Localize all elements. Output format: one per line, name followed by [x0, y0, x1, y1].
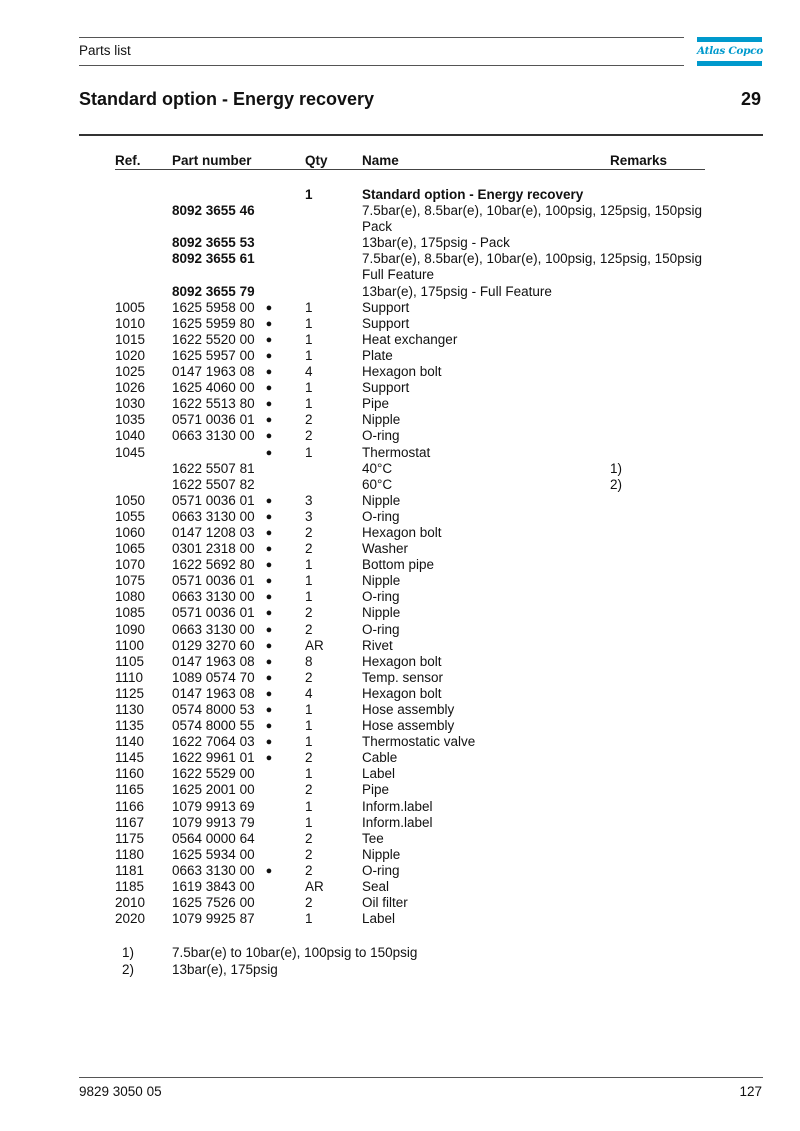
cell-name: Pack [362, 219, 393, 235]
cell-qty: 2 [305, 541, 313, 557]
table-row [0, 219, 800, 235]
cell-name: Support [362, 380, 410, 396]
cell-marker-bullet: ● [265, 655, 273, 668]
cell-ref: 1185 [115, 879, 145, 895]
cell-marker-bullet: ● [265, 526, 273, 539]
cell-part-number: 1622 5507 82 [172, 476, 255, 492]
cell-name: Rivet [362, 637, 393, 653]
table-row [0, 799, 800, 815]
cell-ref: 2010 [115, 895, 146, 911]
cell-name: Nipple [362, 573, 401, 589]
table-row [0, 686, 800, 702]
cell-ref: 1165 [115, 782, 145, 798]
cell-part-number: 1625 7526 00 [172, 895, 255, 911]
cell-name: Hose assembly [362, 702, 455, 717]
table-row [0, 541, 800, 557]
cell-qty: 1 [305, 798, 313, 814]
table-row [0, 557, 800, 573]
table-row [0, 267, 800, 283]
cell-qty: 1 [305, 187, 313, 202]
column-header-remarks: Remarks [610, 153, 668, 168]
cell-ref: 1181 [115, 862, 145, 878]
logo-text: Atlas Copco [697, 45, 763, 57]
cell-part-number: 1079 9913 79 [172, 814, 255, 830]
table-row [0, 300, 800, 316]
parts-table [0, 187, 800, 927]
cell-qty: 1 [305, 380, 313, 396]
cell-qty: 1 [305, 911, 313, 927]
cell-part-number: 0571 0036 01 [172, 412, 255, 428]
cell-name: 60°C [362, 476, 393, 492]
table-row [0, 782, 800, 798]
cell-ref: 1020 [115, 347, 146, 363]
cell-part-number: 0147 1963 08 [172, 364, 255, 380]
cell-remarks: 2) [610, 476, 623, 492]
cell-ref: 1167 [115, 814, 145, 830]
cell-name: O-ring [362, 589, 400, 605]
document-number: 9829 3050 05 [79, 1084, 162, 1099]
footnote-mark: 1) [122, 945, 135, 960]
cell-part-number: 1089 0574 70 [172, 669, 255, 685]
cell-qty: 1 [305, 347, 313, 363]
cell-qty: 1 [305, 557, 313, 573]
cell-ref: 1065 [115, 541, 146, 557]
cell-marker-bullet: ● [265, 559, 273, 572]
cell-ref: 1080 [115, 589, 146, 605]
section-label: Parts list [79, 43, 131, 58]
cell-name: Inform.label [362, 814, 433, 830]
cell-name: Support [362, 299, 410, 315]
cell-part-number: 0147 1208 03 [172, 524, 255, 540]
cell-name: Support [362, 315, 410, 331]
cell-qty: 4 [305, 364, 313, 380]
footnote-text: 7.5bar(e) to 10bar(e), 100psig to 150psig [172, 945, 418, 960]
table-row [0, 332, 800, 348]
table-row [0, 815, 800, 831]
cell-qty: 2 [305, 782, 313, 798]
cell-part-number: 0663 3130 00 [172, 589, 255, 605]
cell-qty: 2 [305, 669, 313, 685]
cell-qty: 1 [305, 702, 313, 717]
cell-qty: 1 [305, 315, 313, 331]
cell-name: Nipple [362, 605, 401, 621]
cell-name: 7.5bar(e), 8.5bar(e), 10bar(e), 100psig, 125psig, 150psig [362, 251, 702, 267]
table-row [0, 622, 800, 638]
cell-marker-bullet: ● [265, 430, 273, 443]
cell-name: Label [362, 766, 396, 782]
cell-name: Hexagon bolt [362, 364, 442, 380]
cell-ref: 1045 [115, 444, 146, 460]
cell-name: Plate [362, 347, 393, 363]
cell-qty: 1 [305, 444, 313, 460]
table-row [0, 750, 800, 766]
cell-ref: 1060 [115, 524, 146, 540]
cell-ref: 1010 [115, 315, 146, 331]
table-row [0, 831, 800, 847]
table-row [0, 380, 800, 396]
cell-qty: 2 [305, 830, 313, 846]
cell-part-number: 1625 5958 00 [172, 299, 255, 315]
cell-qty: 8 [305, 653, 313, 669]
cell-qty: 2 [305, 750, 313, 766]
table-row [0, 525, 800, 541]
cell-part-number: 1079 9913 69 [172, 798, 255, 814]
cell-marker-bullet: ● [265, 543, 273, 556]
column-header-part-number: Part number [172, 153, 252, 168]
cell-ref: 1130 [115, 702, 145, 717]
cell-name: Cable [362, 750, 398, 766]
table-row [0, 589, 800, 605]
cell-name: Pipe [362, 782, 390, 798]
cell-marker-bullet: ● [265, 301, 273, 314]
cell-name: 13bar(e), 175psig - Pack [362, 235, 510, 251]
cell-part-number: 1625 5957 00 [172, 347, 255, 363]
footer-rule [79, 1077, 763, 1078]
cell-marker-bullet: ● [265, 317, 273, 330]
cell-name: 7.5bar(e), 8.5bar(e), 10bar(e), 100psig, 125psig, 150psig [362, 203, 702, 219]
cell-marker-bullet: ● [265, 333, 273, 346]
cell-qty: 1 [305, 396, 313, 412]
cell-name: Hexagon bolt [362, 685, 442, 701]
cell-marker-bullet: ● [265, 575, 273, 588]
cell-name: O-ring [362, 508, 400, 524]
cell-ref: 1025 [115, 364, 146, 380]
cell-qty: 3 [305, 508, 313, 524]
cell-part-number: 0574 8000 53 [172, 702, 255, 717]
table-row [0, 445, 800, 461]
cell-name: Pipe [362, 396, 390, 412]
cell-marker-bullet: ● [265, 639, 273, 652]
header-rule-bottom [79, 65, 684, 66]
cell-part-number: 0129 3270 60 [172, 637, 255, 653]
cell-qty: 2 [305, 412, 313, 428]
cell-name: 40°C [362, 460, 393, 476]
cell-marker-bullet: ● [265, 446, 273, 459]
table-row [0, 187, 800, 203]
cell-name: Hexagon bolt [362, 524, 442, 540]
table-row [0, 638, 800, 654]
cell-ref: 1110 [115, 669, 144, 685]
footnote [0, 962, 800, 979]
cell-qty: 1 [305, 299, 313, 315]
cell-part-number: 0663 3130 00 [172, 428, 255, 444]
table-row [0, 235, 800, 251]
cell-qty: 2 [305, 621, 313, 637]
cell-qty: 4 [305, 685, 313, 701]
cell-part-number: 1622 7064 03 [172, 734, 255, 750]
cell-qty: 2 [305, 524, 313, 540]
cell-name: Temp. sensor [362, 669, 444, 685]
table-row [0, 573, 800, 589]
chapter-number: 29 [740, 89, 761, 109]
cell-ref: 1105 [115, 653, 145, 669]
cell-qty: 1 [305, 734, 313, 750]
table-row [0, 461, 800, 477]
table-row [0, 863, 800, 879]
cell-name: Nipple [362, 846, 401, 862]
cell-qty: 1 [305, 573, 313, 589]
cell-part-number: 0147 1963 08 [172, 685, 255, 701]
cell-ref: 1055 [115, 508, 146, 524]
cell-part-number: 8092 3655 79 [172, 283, 255, 299]
cell-marker-bullet: ● [265, 349, 273, 362]
cell-part-number: 0571 0036 01 [172, 605, 255, 621]
table-row [0, 316, 800, 332]
cell-part-number: 0301 2318 00 [172, 541, 255, 557]
table-row [0, 847, 800, 863]
table-row [0, 477, 800, 493]
cell-marker-bullet: ● [265, 366, 273, 379]
cell-marker-bullet: ● [265, 704, 273, 716]
cell-name: Hexagon bolt [362, 653, 442, 669]
cell-name: Thermostatic valve [362, 734, 476, 750]
cell-ref: 1175 [115, 830, 145, 846]
cell-ref: 1125 [115, 685, 145, 701]
cell-qty: 2 [305, 846, 313, 862]
cell-part-number: 8092 3655 46 [172, 203, 255, 219]
cell-part-number: 1622 5513 80 [172, 396, 255, 412]
cell-part-number: 1625 2001 00 [172, 782, 255, 798]
cell-qty: 1 [305, 589, 313, 605]
cell-part-number: 0147 1963 08 [172, 653, 255, 669]
cell-part-number: 8092 3655 53 [172, 235, 255, 251]
cell-ref: 2020 [115, 911, 146, 927]
logo-stripe-bottom [697, 61, 762, 66]
cell-qty: 1 [305, 718, 313, 734]
cell-name: Washer [362, 541, 409, 557]
cell-ref: 1030 [115, 396, 146, 412]
cell-remarks: 1) [610, 460, 623, 476]
table-row [0, 396, 800, 412]
cell-marker-bullet: ● [265, 736, 273, 749]
cell-part-number: 1622 5529 00 [172, 766, 255, 782]
footnote-text: 13bar(e), 175psig [172, 961, 278, 977]
cell-qty: 2 [305, 605, 313, 621]
page-title: Standard option - Energy recovery [79, 89, 375, 109]
cell-name: Full Feature [362, 267, 435, 283]
cell-marker-bullet: ● [265, 414, 273, 427]
cell-ref: 1166 [115, 798, 145, 814]
cell-part-number: 1625 4060 00 [172, 380, 255, 396]
table-row [0, 654, 800, 670]
cell-part-number: 1622 9961 01 [172, 750, 255, 766]
cell-ref: 1090 [115, 621, 146, 637]
cell-ref: 1015 [115, 331, 146, 347]
cell-ref: 1140 [115, 734, 145, 750]
cell-marker-bullet: ● [265, 687, 273, 700]
cell-marker-bullet: ● [265, 671, 273, 684]
cell-ref: 1160 [115, 766, 145, 782]
column-header-ref: Ref. [115, 153, 141, 168]
cell-qty: AR [305, 879, 324, 895]
table-row [0, 702, 800, 718]
cell-name: 13bar(e), 175psig - Full Feature [362, 283, 552, 299]
header-rule-top [79, 37, 684, 38]
cell-name: Tee [362, 830, 384, 846]
cell-name: O-ring [362, 621, 400, 637]
cell-qty: 2 [305, 862, 313, 878]
column-header-name: Name [362, 153, 399, 168]
cell-marker-bullet: ● [265, 494, 273, 507]
page-number: 127 [739, 1084, 762, 1099]
cell-ref: 1040 [115, 428, 146, 444]
footnote-mark: 2) [122, 961, 135, 977]
cell-name: Nipple [362, 412, 401, 428]
cell-name: Seal [362, 879, 390, 895]
cell-ref: 1145 [115, 750, 145, 766]
cell-marker-bullet: ● [265, 382, 273, 395]
table-row [0, 734, 800, 750]
table-row [0, 251, 800, 267]
cell-marker-bullet: ● [265, 623, 273, 636]
table-row [0, 364, 800, 380]
cell-ref: 1050 [115, 492, 146, 508]
footnotes [0, 945, 800, 978]
table-row [0, 879, 800, 895]
cell-marker-bullet: ● [265, 720, 273, 733]
cell-ref: 1135 [115, 718, 145, 734]
cell-ref: 1035 [115, 412, 146, 428]
logo-stripe-top [697, 37, 762, 42]
cell-marker-bullet: ● [265, 591, 273, 604]
cell-name: O-ring [362, 862, 400, 878]
cell-marker-bullet: ● [265, 398, 273, 411]
cell-ref: 1070 [115, 557, 146, 573]
cell-ref: 1026 [115, 380, 146, 396]
cell-marker-bullet: ● [265, 510, 273, 523]
table-row [0, 509, 800, 525]
cell-marker-bullet: ● [265, 607, 273, 620]
cell-part-number: 1622 5692 80 [172, 557, 255, 573]
cell-name: Hose assembly [362, 718, 455, 734]
cell-qty: 3 [305, 492, 313, 508]
cell-name: Inform.label [362, 798, 433, 814]
column-header-qty: Qty [305, 153, 328, 168]
cell-part-number: 1622 5520 00 [172, 331, 255, 347]
table-row [0, 428, 800, 444]
cell-part-number: 1622 5507 81 [172, 460, 255, 476]
cell-part-number: 0571 0036 01 [172, 492, 255, 508]
cell-part-number: 0663 3130 00 [172, 862, 255, 878]
cell-name: Thermostat [362, 444, 431, 460]
cell-ref: 1100 [115, 637, 145, 653]
table-row [0, 895, 800, 911]
table-row [0, 284, 800, 300]
cell-qty: 1 [305, 331, 313, 347]
table-row [0, 412, 800, 428]
table-row [0, 911, 800, 927]
cell-name: Nipple [362, 492, 401, 508]
cell-ref: 1180 [115, 846, 145, 862]
cell-part-number: 0564 0000 64 [172, 830, 255, 846]
title-divider [79, 134, 763, 136]
cell-ref: 1085 [115, 605, 146, 621]
cell-qty: 1 [305, 766, 313, 782]
cell-name: Heat exchanger [362, 331, 458, 347]
cell-ref: 1005 [115, 299, 146, 315]
table-row [0, 605, 800, 621]
cell-part-number: 1619 3843 00 [172, 879, 255, 895]
cell-qty: 2 [305, 895, 313, 911]
cell-part-number: 0571 0036 01 [172, 573, 255, 589]
atlas-copco-logo [697, 37, 762, 66]
cell-marker-bullet: ● [265, 752, 273, 765]
table-row [0, 348, 800, 364]
cell-part-number: 1079 9925 87 [172, 911, 255, 927]
cell-qty: AR [305, 637, 324, 653]
cell-part-number: 1625 5959 80 [172, 315, 255, 331]
cell-part-number: 0663 3130 00 [172, 621, 255, 637]
table-row [0, 493, 800, 509]
cell-part-number: 8092 3655 61 [172, 251, 255, 267]
cell-name: Label [362, 911, 396, 927]
table-row [0, 718, 800, 734]
table-row [0, 670, 800, 686]
cell-part-number: 0574 8000 55 [172, 718, 255, 734]
cell-part-number: 0663 3130 00 [172, 508, 255, 524]
table-header-rule [115, 169, 705, 170]
cell-name: Standard option - Energy recovery [362, 187, 584, 202]
cell-ref: 1075 [115, 573, 146, 589]
cell-marker-bullet: ● [265, 864, 273, 877]
cell-name: Oil filter [362, 895, 408, 911]
cell-part-number: 1625 5934 00 [172, 846, 255, 862]
table-row [0, 766, 800, 782]
cell-qty: 1 [305, 814, 313, 830]
cell-name: O-ring [362, 428, 400, 444]
cell-name: Bottom pipe [362, 557, 435, 573]
cell-qty: 2 [305, 428, 313, 444]
table-row [0, 203, 800, 219]
footnote [0, 945, 800, 962]
